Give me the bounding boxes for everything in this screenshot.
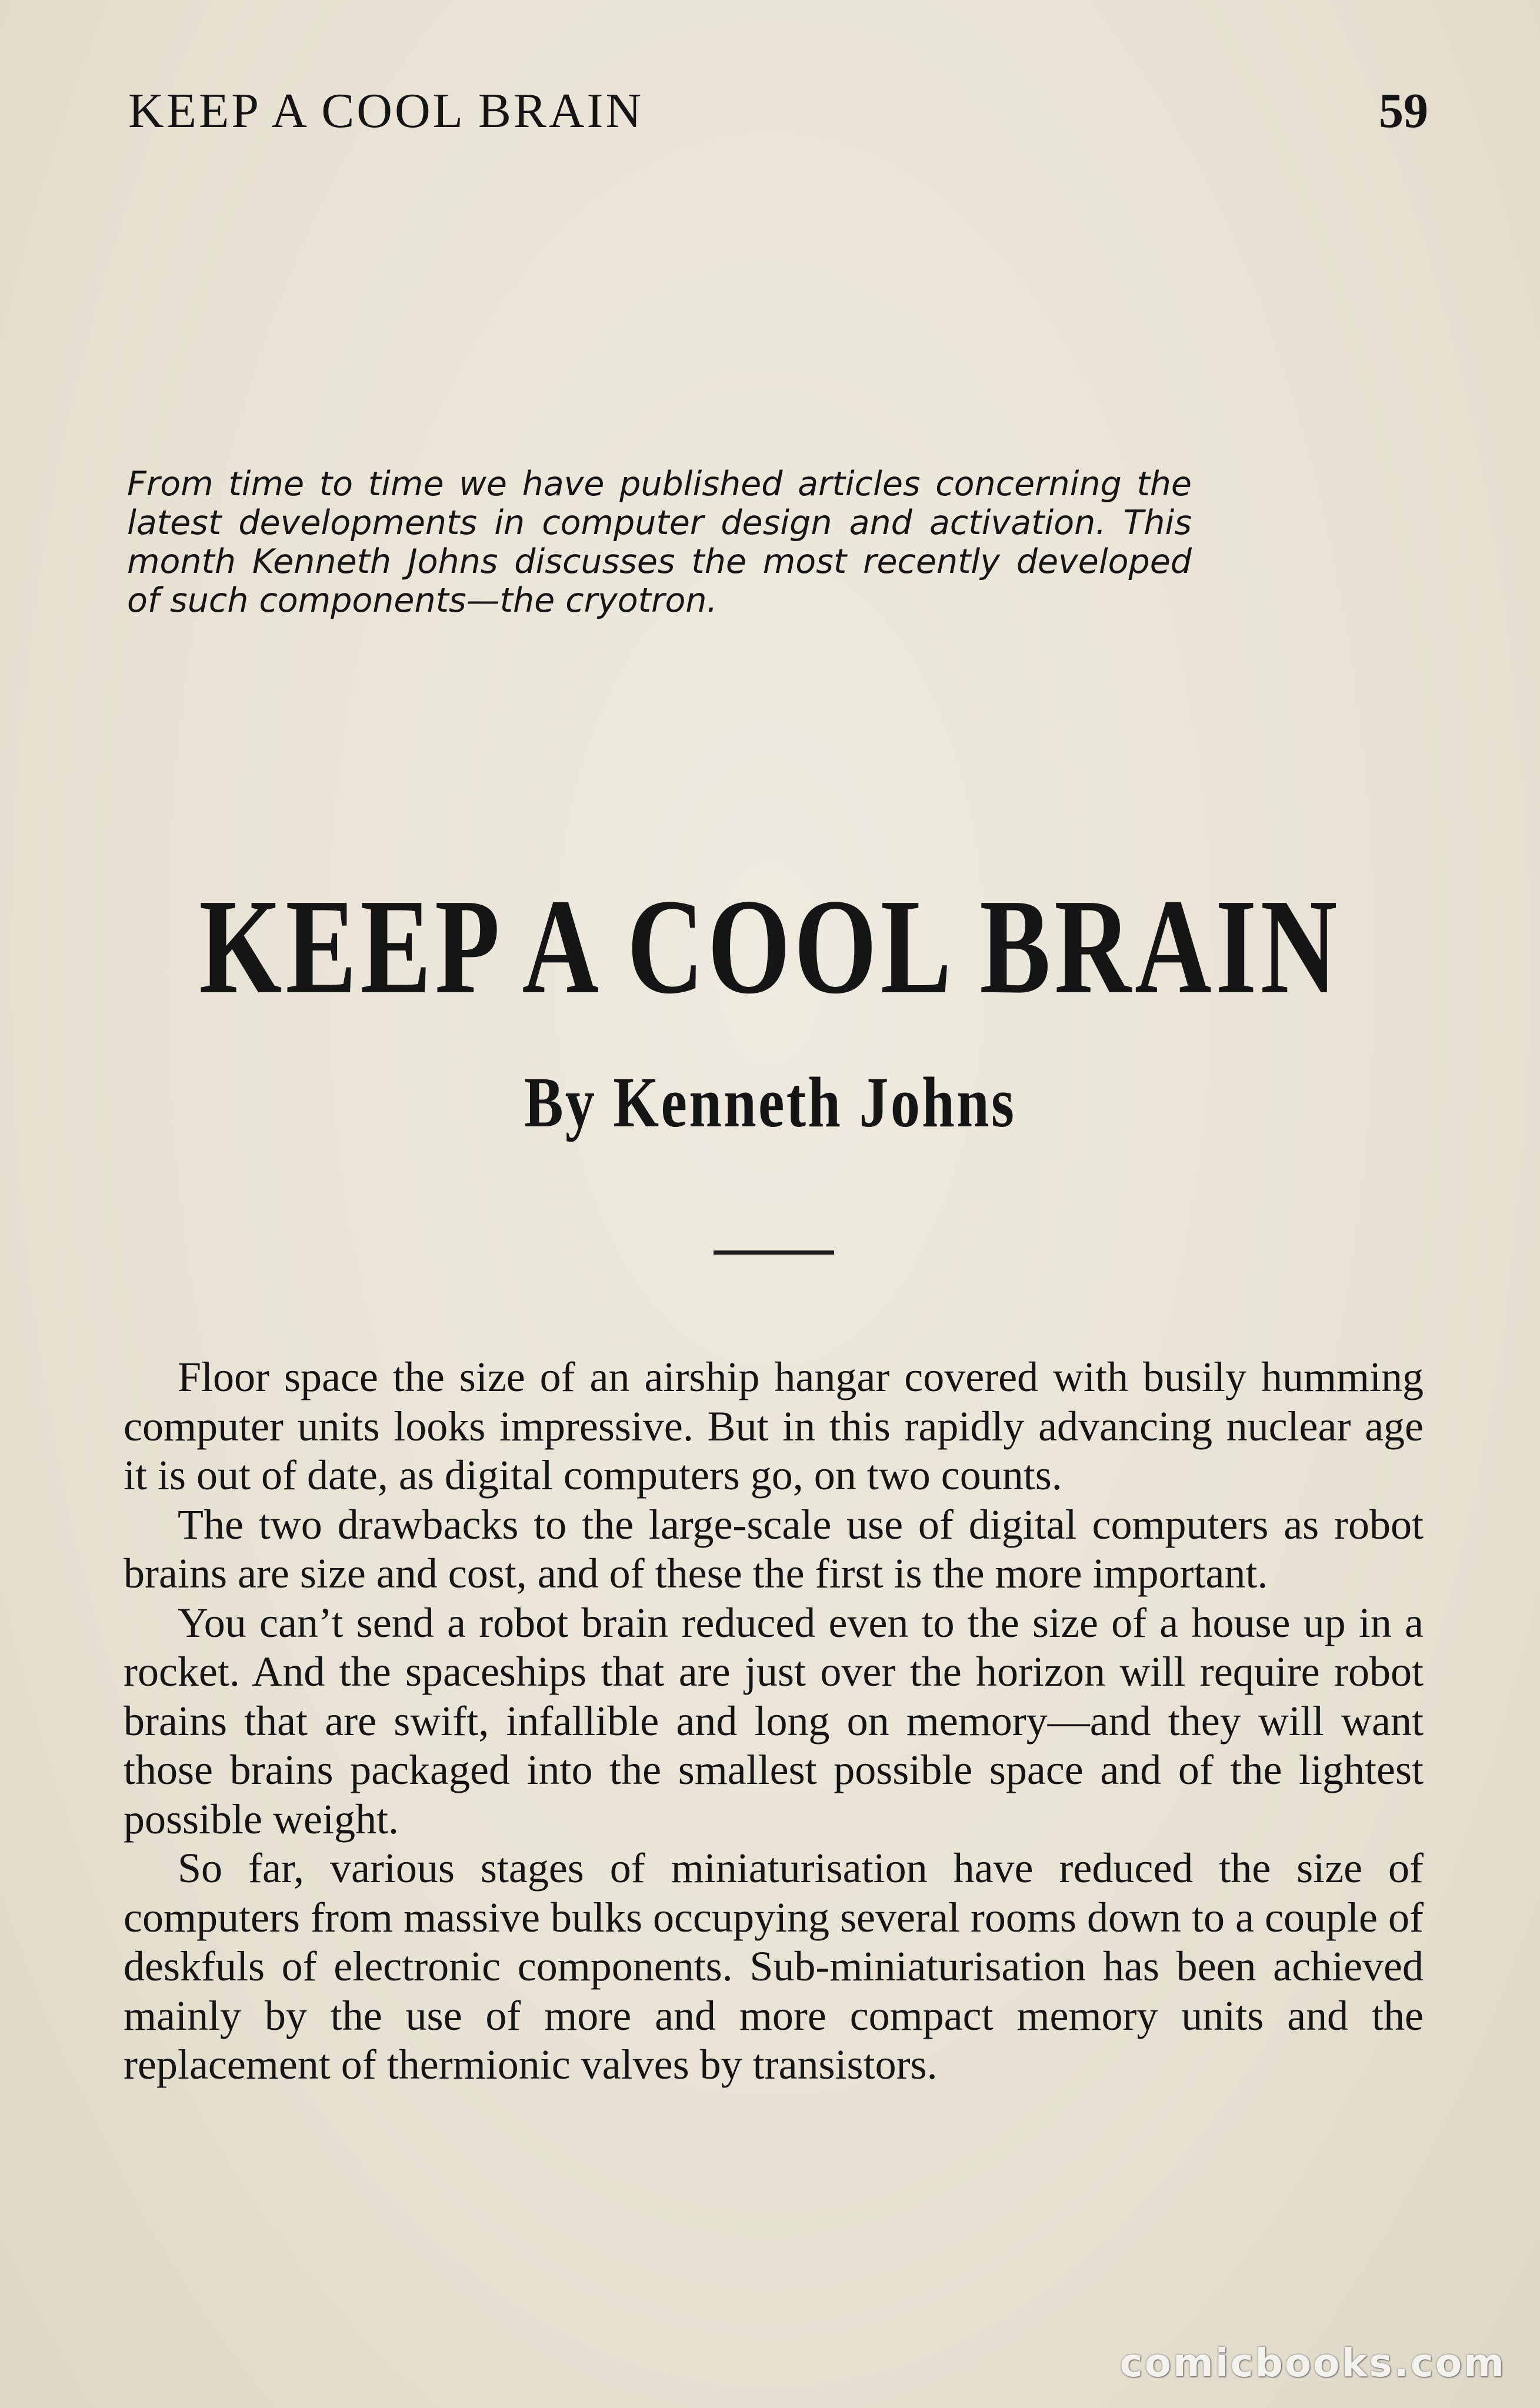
divider-rule xyxy=(714,1250,834,1255)
paragraph: Floor space the size of an airship hangar covered with busily humming computer units looks impressive. But in this rapidly advancing nuclear age it is out of date, as digital computers go, on two counts. xyxy=(124,1353,1424,1499)
running-head: KEEP A COOL BRAIN xyxy=(128,84,644,138)
article-byline: By Kenneth Johns xyxy=(524,1063,1016,1142)
page-number: 59 xyxy=(1379,84,1428,138)
article-body xyxy=(124,1353,1424,2090)
paragraph: The two drawbacks to the large-scale use of digital computers as robot brains are size and cost, and of these the first is the more important. xyxy=(124,1500,1424,1597)
watermark: comicbooks.com xyxy=(1119,2340,1506,2386)
paragraph: So far, various stages of miniaturisation have reduced the size of computers from massive bulks occupying several rooms down to a couple of deskfuls of electronic components. Sub-miniaturisation has been achieved mainly by the use of more and more compact memory units and the replacement of thermionic valves by transistors. xyxy=(124,1845,1424,2088)
paragraph: You can’t send a robot brain reduced even to the size of a house up in a rocket. And the spaceships that are just over the horizon will require robot brains that are swift, infallible and long on memory—and they will want those brains packaged into the smallest possible space and of the lightest possible weight. xyxy=(124,1599,1424,1843)
article-title: KEEP A COOL BRAIN xyxy=(199,871,1341,1022)
editorial-intro: From time to time we have published articles concerning the latest developments in computer design and activation. This month Kenneth Johns discusses the most recently developed of such components—the cryotron. xyxy=(127,465,1192,620)
